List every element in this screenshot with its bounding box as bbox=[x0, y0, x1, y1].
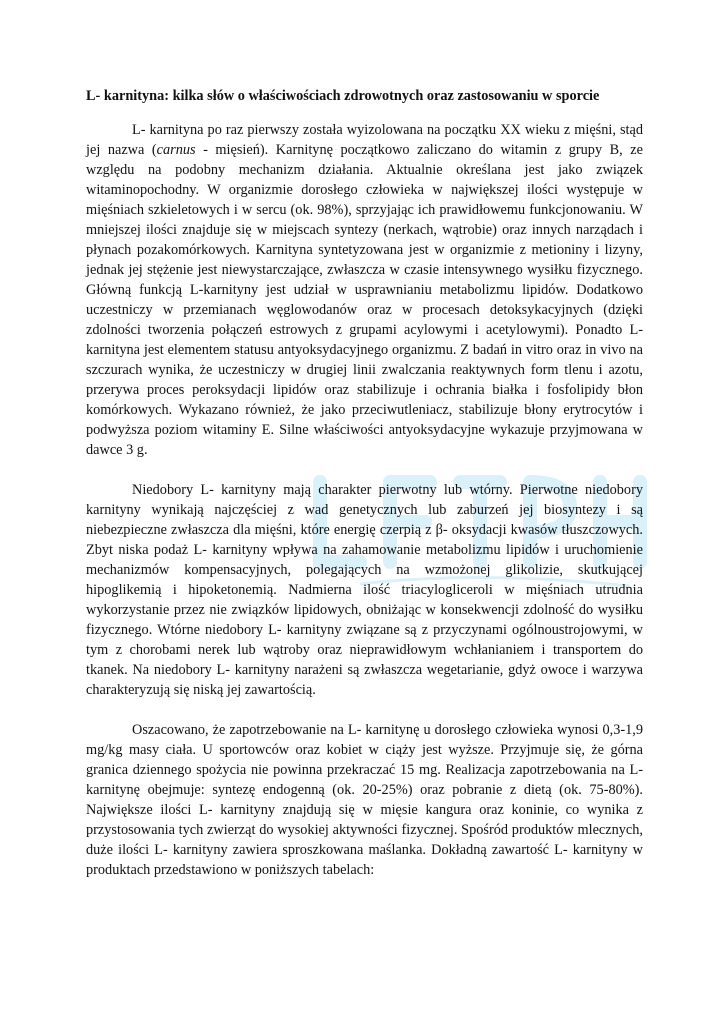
paragraph-2: Niedobory L- karnityny mają charakter pierwotny lub wtórny. Pierwotne niedobory karnityny wynikają najczęściej z wad genetycznych lub zaburzeń jej biosyntezy i są niebezpieczne zwłaszcza dla mięśni, które energię czerpią z β- oksydacji kwasów tłuszczowych. Zbyt niska podaż L- karnityny wpływa na zahamowanie metabolizmu lipidów i uruchomienie mechanizmów kompensacyjnych, polegających na wzmożonej glikolizie, skutkującej hipoglikemią i hipoketonemią. Nadmierna ilość triacylogliceroli w mięśniach utrudnia wykorzystanie przez nie związków lipidowych, obniżając w konsekwencji zdolność do wysiłku fizycznego. Wtórne niedobory L- karnityny związane są z przyczynami ogólnoustrojowymi, w tym z chorobami nerek lub wątroby oraz nieprawidłowym wchłanianiem i transportem do tkanek. Na niedobory L- karnityny narażeni są zwłaszcza wegetarianie, gdyż owoce i warzywa charakteryzują się niską jej zawartością. bbox=[86, 482, 643, 698]
paragraph-1-text-start: L- karnityna po raz pierwszy została wyizolowana na początku XX wieku z mięśni, stąd jej nazwa ( bbox=[86, 122, 643, 158]
document-title: L- karnityna: kilka słów o właściwościach zdrowotnych oraz zastosowaniu w sporcie bbox=[86, 88, 600, 104]
paragraph-1-text-end: - mięsień). Karnitynę początkowo zaliczano do witamin z grupy B, ze względu na podobny mechanizm działania. Aktualnie określana jest jako związek witaminopochodny. W organizmie dorosłego człowieka w największej ilości występuje w mięśniach szkieletowych i w sercu (ok. 98%), sprzyjając ich prawidłowemu funkcjonowaniu. W mniejszej ilości znajduje się w miejscach syntezy (nerkach, wątrobie) oraz innych narządach i płynach pozakomórkowych. Karnityna syntetyzowana jest w organizmie z metioniny i lizyny, jednak jej stężenie jest niewystarczające, zwłaszcza w czasie intensywnego wysiłku fizycznego. Główną funkcją L-karnityny jest udział w usprawnianiu metabolizmu lipidów. Dodatkowo uczestniczy w przemianach węglowodanów oraz w procesach detoksykacyjnych (dzięki zdolności tworzenia połączeń estrowych z grupami acylowymi i acetylowymi). Ponadto L- karnityna jest elementem statusu antyoksydacyjnego organizmu. Z badań in vitro oraz in vivo na szczurach wynika, że uczestniczy w drugiej linii zwalczania reaktywnych form tlenu i azotu, przerywa proces peroksydacji lipidów oraz stabilizuje i ochrania białka i fosfolipidy błon komórkowych. Wykazano również, że jako przeciwutleniacz, stabilizuje błony erytrocytów i podwyższa poziom witaminy E. Silne właściwości antyoksydacyjne wykazuje przyjmowana w dawce 3 g. bbox=[86, 142, 643, 458]
paragraph-1 bbox=[86, 120, 643, 460]
document-page bbox=[86, 86, 643, 900]
paragraph-3: Oszacowano, że zapotrzebowanie na L- karnitynę u dorosłego człowieka wynosi 0,3-1,9 mg/kg masy ciała. U sportowców oraz kobiet w ciąży jest wyższe. Przyjmuje się, że górna granica dziennego spożycia nie powinna przekraczać 15 mg. Realizacja zapotrzebowania na L- karnitynę obejmuje: syntezę endogenną (ok. 20-25%) oraz pobranie z dietą (ok. 75-80%). Największe ilości L- karnityny znajdują się w mięsie kangura oraz koninie, co wynika z przystosowania tych zwierząt do wysokiej aktywności fizycznej. Spośród produktów mlecznych, duże ilości L- karnityny zawiera sproszkowana maślanka. Dokładną zawartość L- karnityny w produktach przedstawiono w poniższych tabelach: bbox=[86, 722, 643, 878]
paragraph-1-latin-term: carnus bbox=[156, 142, 196, 158]
